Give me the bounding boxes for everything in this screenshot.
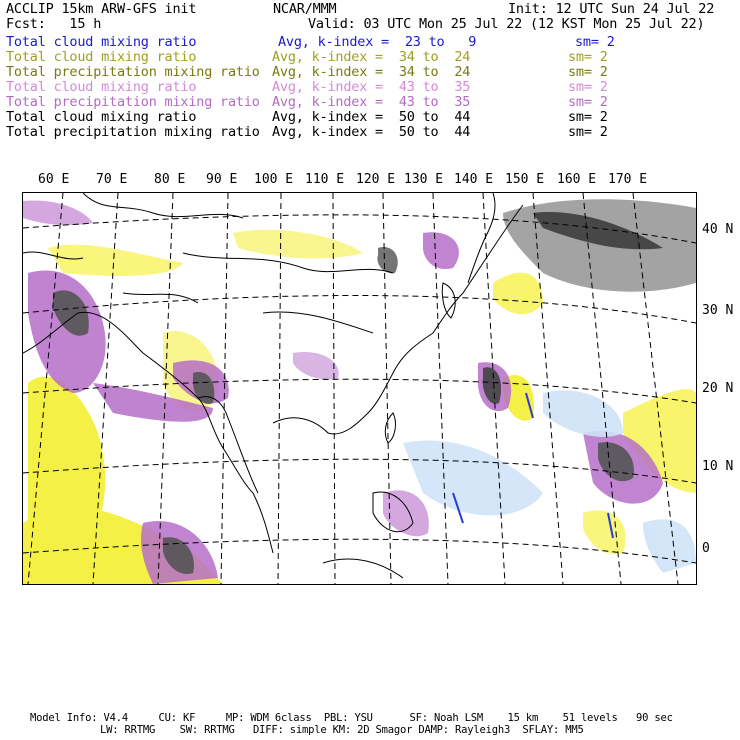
lon-label: 90 E [206,172,238,187]
lon-label: 80 E [154,172,186,187]
map-panel [22,192,697,585]
field-name: Total cloud mixing ratio [6,79,197,95]
map-canvas [23,193,696,584]
lat-label: 10 N [702,459,734,474]
institution-label: NCAR/MMM [273,1,337,17]
lon-label: 110 E [305,172,345,187]
model-info-line2: LW: RRTMG SW: RRTMG DIFF: simple KM: 2D Smagor DAMP: Rayleigh3 SFLAY: MM5 [100,724,584,736]
field-name: Total cloud mixing ratio [6,49,197,65]
lon-label: 170 E [608,172,648,187]
forecast-hour: Fcst: 15 h [6,16,102,32]
init-time: Init: 12 UTC Sun 24 Jul 22 [508,1,715,17]
lat-label: 20 N [702,381,734,396]
field-avg: Avg, k-index = 23 to 9 [278,34,477,50]
field-name: Total cloud mixing ratio [6,109,197,125]
field-name: Total precipitation mixing ratio [6,94,260,110]
field-sm: sm= 2 [568,49,608,65]
field-avg: Avg, k-index = 34 to 24 [272,49,471,65]
field-sm: sm= 2 [568,109,608,125]
lat-label: 30 N [702,303,734,318]
field-avg: Avg, k-index = 43 to 35 [272,79,471,95]
field-name: Total cloud mixing ratio [6,34,197,50]
lat-label: 40 N [702,222,734,237]
field-sm: sm= 2 [568,79,608,95]
lon-label: 160 E [557,172,597,187]
field-sm: sm= 2 [568,124,608,140]
field-sm: sm= 2 [568,64,608,80]
lon-label: 70 E [96,172,128,187]
lon-label: 60 E [38,172,70,187]
field-avg: Avg, k-index = 34 to 24 [272,64,471,80]
model-info-line1: Model Info: V4.4 CU: KF MP: WDM 6class PBL: YSU SF: Noah LSM 15 km 51 levels 90 sec [30,712,673,724]
valid-time: Valid: 03 UTC Mon 25 Jul 22 (12 KST Mon 25 Jul 22) [308,16,705,32]
field-avg: Avg, k-index = 43 to 35 [272,94,471,110]
field-name: Total precipitation mixing ratio [6,124,260,140]
field-avg: Avg, k-index = 50 to 44 [272,109,471,125]
lon-label: 130 E [404,172,444,187]
lon-label: 120 E [356,172,396,187]
lon-label: 150 E [505,172,545,187]
lon-label: 100 E [254,172,294,187]
lon-label: 140 E [454,172,494,187]
field-avg: Avg, k-index = 50 to 44 [272,124,471,140]
plot-title: ACCLIP 15km ARW-GFS init [6,1,197,17]
field-sm: sm= 2 [575,34,615,50]
lat-label: 0 [702,541,710,556]
field-name: Total precipitation mixing ratio [6,64,260,80]
field-sm: sm= 2 [568,94,608,110]
